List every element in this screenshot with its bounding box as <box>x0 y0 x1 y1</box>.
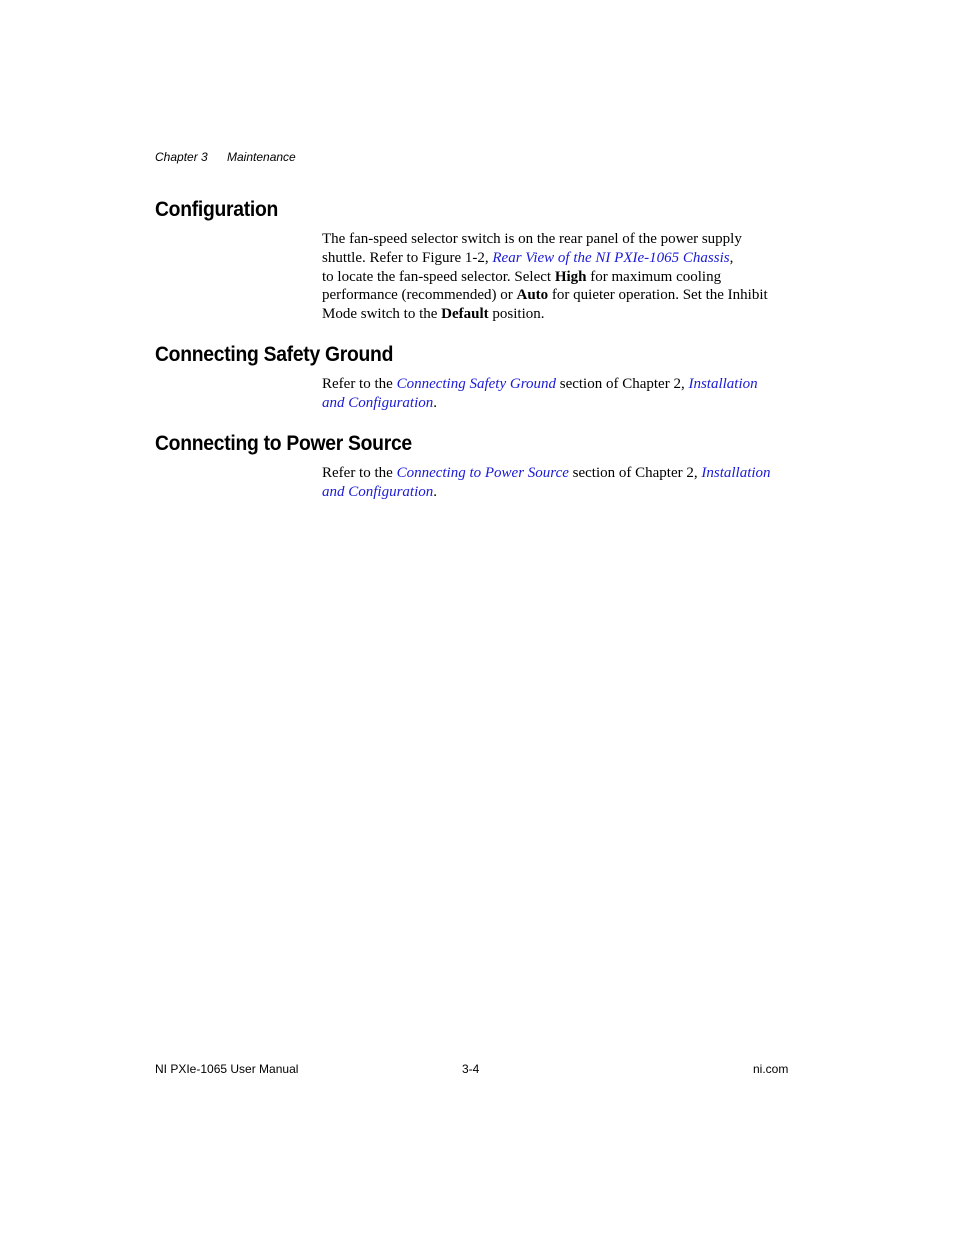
link-installation-chapter-cont[interactable]: and Configuration <box>322 483 434 500</box>
section-heading-power-source: Connecting to Power Source <box>155 432 412 455</box>
text-line <box>322 483 792 502</box>
link-installation-chapter[interactable]: Installation <box>688 376 758 392</box>
text-run: . <box>433 394 438 411</box>
text-run: . <box>433 483 438 500</box>
link-connecting-power-source[interactable]: Connecting to Power Source <box>396 465 569 481</box>
text-run: The fan-speed selector switch is on the rear panel of the power supply <box>322 231 742 247</box>
text-line <box>322 230 792 249</box>
bold-auto: Auto <box>516 287 549 304</box>
running-header <box>155 150 296 164</box>
chapter-title: Maintenance <box>227 150 296 164</box>
safety-ground-paragraph <box>322 375 792 413</box>
text-line <box>322 394 792 413</box>
text-line <box>322 305 792 324</box>
text-run: , <box>729 249 734 266</box>
text-line <box>322 464 792 483</box>
text-line <box>322 375 792 394</box>
text-run: Refer to the <box>322 465 397 481</box>
link-installation-chapter-cont[interactable]: and Configuration <box>322 394 434 411</box>
bold-default: Default <box>441 306 489 323</box>
footer-manual-title: NI PXIe-1065 User Manual <box>155 1062 299 1076</box>
configuration-paragraph <box>322 230 792 324</box>
text-run: Refer to the <box>322 376 397 392</box>
text-run: performance (recommended) or <box>322 287 517 304</box>
link-installation-chapter[interactable]: Installation <box>701 465 771 481</box>
text-run: section of Chapter 2, <box>568 465 702 481</box>
power-source-paragraph <box>322 464 792 502</box>
text-run: position. <box>488 306 545 323</box>
chapter-label: Chapter 3 <box>155 150 208 164</box>
text-run: section of Chapter 2, <box>555 376 689 392</box>
text-run: shuttle. Refer to Figure 1-2, <box>322 249 493 266</box>
text-line <box>322 286 792 305</box>
bold-high: High <box>554 268 587 285</box>
text-run: for maximum cooling <box>586 268 722 285</box>
section-heading-configuration: Configuration <box>155 198 279 221</box>
text-run: for quieter operation. Set the Inhibit <box>548 287 768 304</box>
text-run: to locate the fan-speed selector. Select <box>322 268 555 285</box>
link-connecting-safety-ground[interactable]: Connecting Safety Ground <box>396 376 556 392</box>
footer-website: ni.com <box>753 1062 789 1076</box>
footer-page-number: 3-4 <box>462 1062 480 1076</box>
section-heading-safety-ground: Connecting Safety Ground <box>155 343 394 366</box>
text-line <box>322 268 792 287</box>
figure-link-rear-view[interactable]: Rear View of the NI PXIe-1065 Chassis <box>492 249 730 266</box>
text-line <box>322 249 792 268</box>
text-run: Mode switch to the <box>322 306 442 323</box>
